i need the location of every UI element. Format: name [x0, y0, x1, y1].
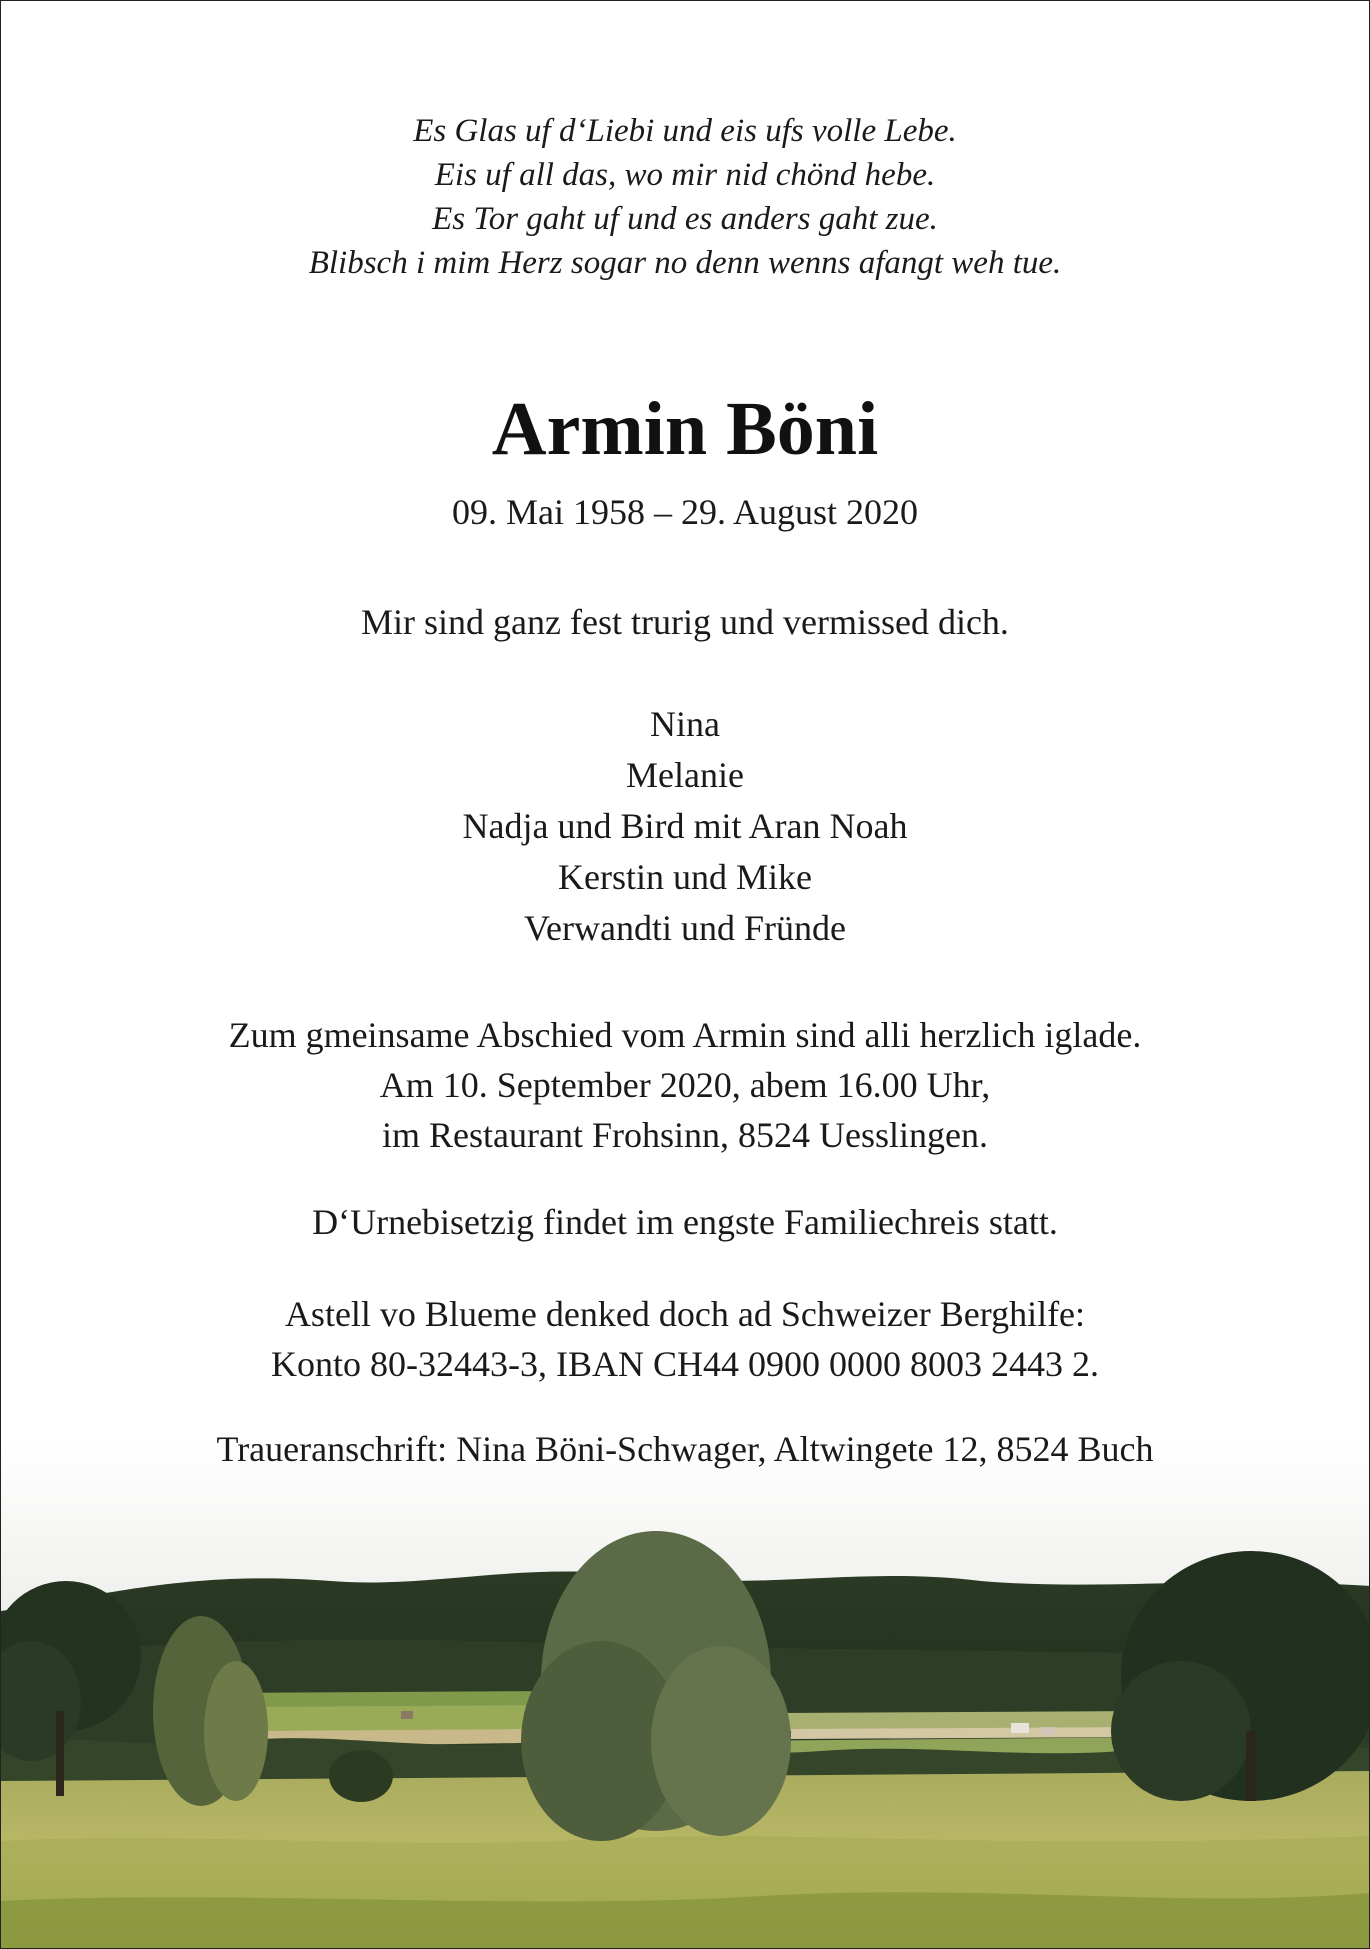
deceased-name: Armin Böni [491, 387, 879, 471]
mourners-list [1, 699, 1369, 954]
farewell-invitation [1, 1010, 1369, 1160]
urn-burial-note: D‘Urnebisetzig findet im engste Familiechreis statt. [312, 1202, 1058, 1242]
poem-line: Es Tor gaht uf und es anders gaht zue. [432, 201, 938, 237]
donation-line: Astell vo Blueme denked doch ad Schweizer Berghilfe: [284, 1294, 1086, 1334]
poem-line: Es Glas uf d‘Liebi und eis ufs volle Lebe. [413, 113, 957, 149]
mourning-message: Mir sind ganz fest trurig und vermissed dich. [361, 602, 1009, 642]
mourner: Nadja und Bird mit Aran Noah [462, 806, 908, 846]
poem [1, 109, 1369, 285]
farewell-line: Am 10. September 2020, abem 16.00 Uhr, [379, 1065, 991, 1105]
mourner: Verwandti und Fründe [524, 908, 846, 948]
mourner: Melanie [626, 755, 744, 795]
donation-info [1, 1289, 1369, 1389]
poem-line: Blibsch i mim Herz sogar no denn wenns afangt weh tue. [308, 245, 1062, 281]
mourner: Nina [650, 704, 720, 744]
mourner: Kerstin und Mike [558, 857, 812, 897]
farewell-line: Zum gmeinsame Abschied vom Armin sind alli herzlich iglade. [228, 1015, 1142, 1055]
mourning-address: Traueranschrift: Nina Böni-Schwager, Altwingete 12, 8524 Buch [216, 1429, 1154, 1469]
landscape-photo [1, 1441, 1370, 1949]
poem-line: Eis uf all das, wo mir nid chönd hebe. [434, 157, 936, 193]
donation-line: Konto 80-32443-3, IBAN CH44 0900 0000 8003 2443 2. [271, 1344, 1099, 1384]
life-dates: 09. Mai 1958 – 29. August 2020 [451, 492, 918, 532]
farewell-line: im Restaurant Frohsinn, 8524 Uesslingen. [382, 1115, 988, 1155]
